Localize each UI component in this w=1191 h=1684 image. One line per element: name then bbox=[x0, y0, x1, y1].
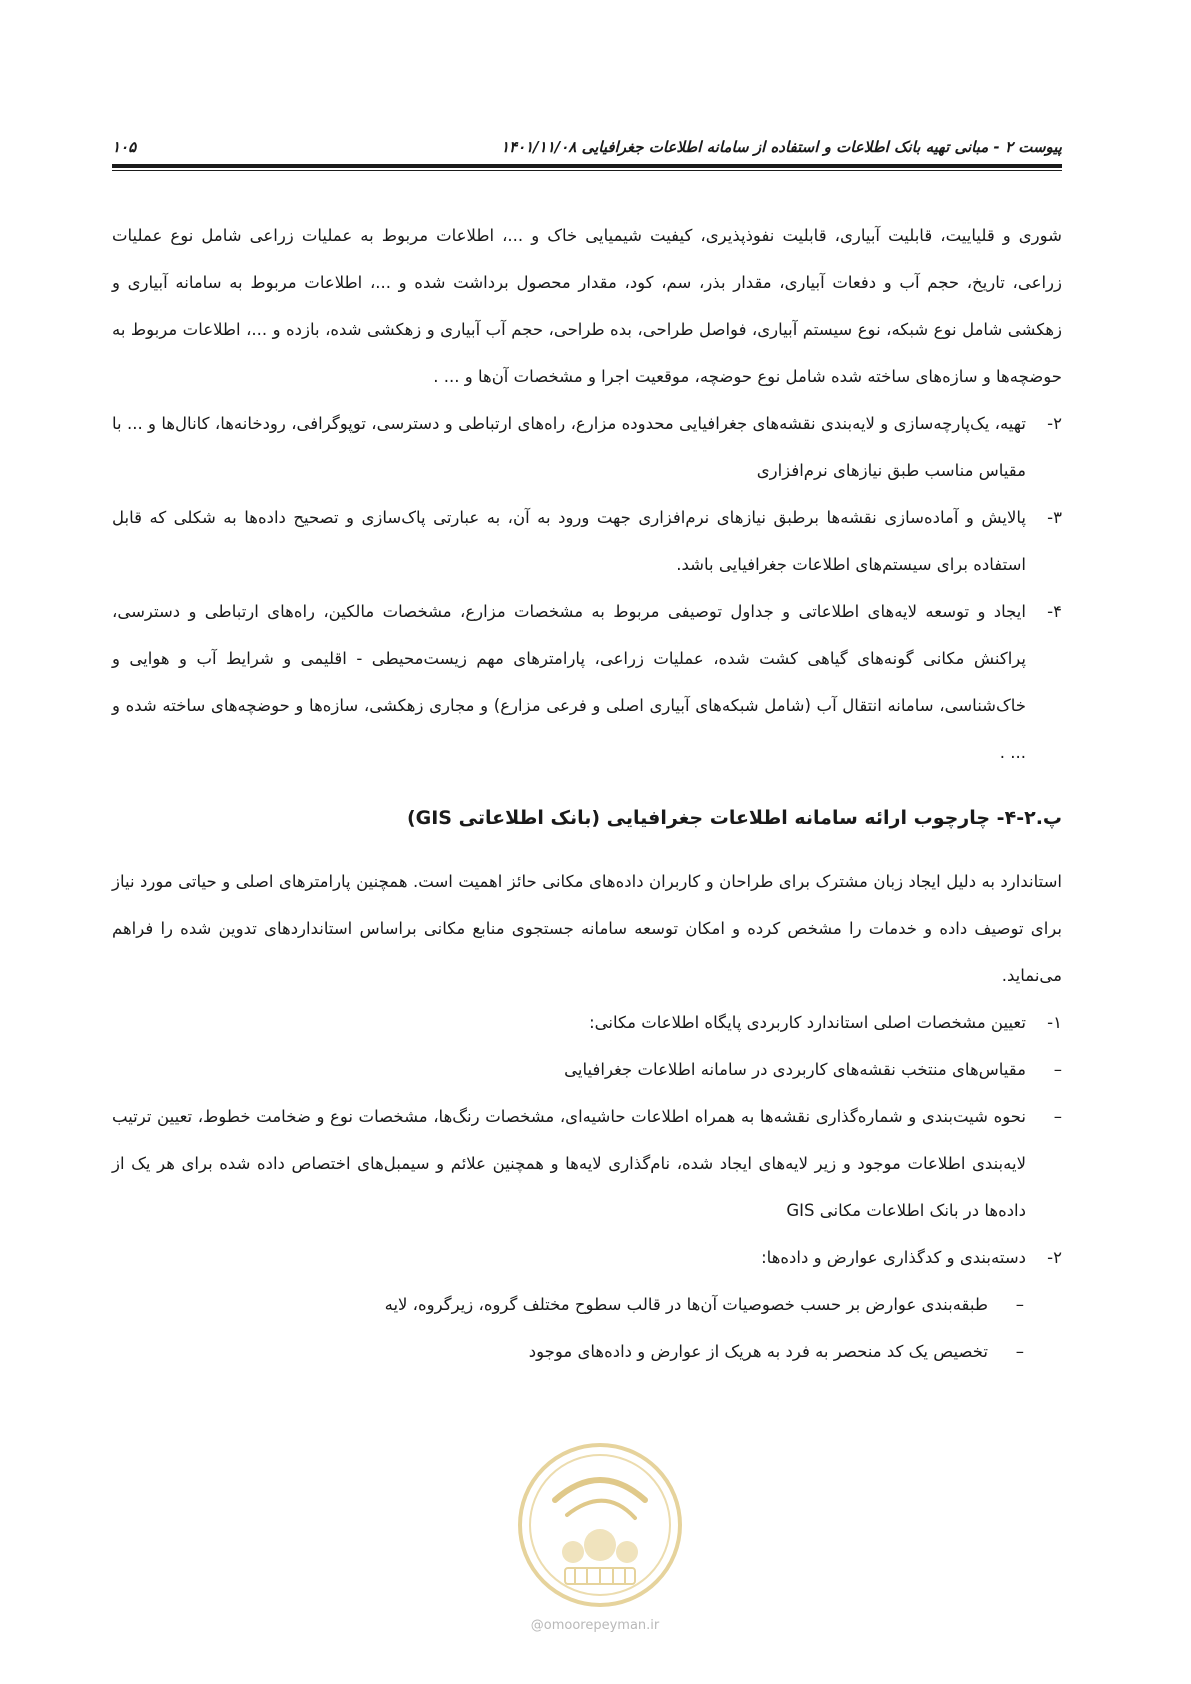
dash-bullet: – bbox=[1053, 1060, 1062, 1079]
item-number: ۴- bbox=[1047, 602, 1062, 621]
page-number: ۱۰۵ bbox=[112, 138, 137, 156]
header-rule-thick bbox=[112, 164, 1062, 168]
page-header bbox=[112, 128, 1062, 156]
item-number: ۲- bbox=[1047, 414, 1062, 433]
item-text: تهیه، یک‌پارچه‌سازی و لایه‌بندی نقشه‌های جغرافیایی محدوده مزارع، راه‌های ارتباطی و دسترسی، توپوگرافی، رودخانه‌ها، کانال‌ها و ... با مقیاس مناسب طبق نیازهای نرم‌افزاری bbox=[112, 414, 1026, 480]
dash-bullet: – bbox=[1015, 1342, 1024, 1361]
item-text: تعیین مشخصات اصلی استاندارد کاربردی پایگاه اطلاعات مکانی: bbox=[589, 1013, 1026, 1032]
page-body bbox=[112, 212, 1062, 1375]
section-paragraph: استاندارد به دلیل ایجاد زبان مشترک برای طراحان و کاربران داده‌های مکانی حائز اهمیت است. همچنین پارامترهای اصلی و حیاتی مورد نیاز برای توصیف داده و خدمات را مشخص کرده و امکان توسعه سامانه جستجوی منابع مکانی براساس استانداردهای تدوین شده را فراهم می‌نماید. bbox=[112, 872, 1062, 985]
item-number: ۳- bbox=[1047, 508, 1062, 527]
bullet-text: تخصیص یک کد منحصر به فرد به هریک از عوارض و داده‌های موجود bbox=[528, 1342, 988, 1361]
item-text: پالایش و آماده‌سازی نقشه‌ها برطبق نیازهای نرم‌افزاری جهت ورود به آن، به عبارتی پاک‌سازی و تصحیح داده‌ها به شکلی که قابل استفاده برای سیستم‌های اطلاعات جغرافیایی باشد. bbox=[112, 508, 1026, 574]
seal-icon bbox=[515, 1440, 685, 1610]
section-heading: پ.۲-۴- چارچوب ارائه سامانه اطلاعات جغرافیایی (بانک اطلاعاتی GIS) bbox=[406, 807, 1062, 829]
watermark-seal-logo bbox=[515, 1440, 685, 1610]
list-item bbox=[112, 588, 1062, 776]
item-number: ۱- bbox=[1047, 1013, 1062, 1032]
dash-bullet: – bbox=[1053, 1107, 1062, 1126]
list-item bbox=[112, 494, 1062, 588]
bullet-item bbox=[112, 1328, 1062, 1375]
list-item bbox=[112, 400, 1062, 494]
bullet-text: مقیاس‌های منتخب نقشه‌های کاربردی در سامانه اطلاعات جغرافیایی bbox=[564, 1060, 1026, 1079]
intro-paragraph: شوری و قلیاییت، قابلیت آبیاری، قابلیت نفوذپذیری، کیفیت شیمیایی خاک و ...، اطلاعات مربوط به عملیات زراعی شامل نوع عملیات زراعی، تاریخ، حجم آب و دفعات آبیاری، مقدار بذر، سم، کود، مقدار محصول برداشت شده و ...، اطلاعات مربوط به سامانه آبیاری و زهکشی شامل نوع شبکه، نوع سیستم آبیاری، فواصل طراحی، بده طراحی، حجم آب آبیاری و زهکشی شده، بازده و ...، اطلاعات مربوط به حوضچه‌ها و سازه‌های ساخته شده شامل نوع حوضچه، موقعیت اجرا و مشخصات آن‌ها و ... . bbox=[112, 226, 1062, 386]
dash-bullet: – bbox=[1015, 1295, 1024, 1314]
item-text: ایجاد و توسعه لایه‌های اطلاعاتی و جداول توصیفی مربوط به مشخصات مزارع، مشخصات مالکین، راه‌های ارتباطی و دسترسی، پراکنش مکانی گونه‌های گیاهی کشت شده، عملیات زراعی، پارامترهای مهم زیست‌محیطی - اقلیمی و شرایط آب و هوایی و خاک‌شناسی، سامانه انتقال آب (شامل شبکه‌های آبیاری اصلی و فرعی مزارع) و مجاری زهکشی، سازه‌ها و حوضچه‌های ساخته شده و ... . bbox=[112, 602, 1026, 762]
header-rule-thin bbox=[112, 170, 1062, 171]
list-item bbox=[112, 1234, 1062, 1281]
bullet-item bbox=[112, 1093, 1062, 1234]
header-title: پیوست ۲ - مبانی تهیه بانک اطلاعات و استفاده از سامانه اطلاعات جغرافیایی ۱۴۰۱/۱۱/۰۸ bbox=[500, 138, 1062, 156]
bullet-item bbox=[112, 1046, 1062, 1093]
item-number: ۲- bbox=[1047, 1248, 1062, 1267]
item-text: دسته‌بندی و کدگذاری عوارض و داده‌ها: bbox=[761, 1248, 1026, 1267]
list-item bbox=[112, 999, 1062, 1046]
bullet-text: طبقه‌بندی عوارض بر حسب خصوصیات آن‌ها در قالب سطوح مختلف گروه، زیرگروه، لایه bbox=[384, 1295, 988, 1314]
bullet-text: نحوه شیت‌بندی و شماره‌گذاری نقشه‌ها به همراه اطلاعات حاشیه‌ای، مشخصات رنگ‌ها، مشخصات نوع و ضخامت خطوط، تعیین ترتیب لایه‌بندی اطلاعات موجود و زیر لایه‌های ایجاد شده، نام‌گذاری لایه‌ها و همچنین علائم و سیمبل‌های اختصاص داده شده برای هر یک از داده‌ها در بانک اطلاعات مکانی GIS bbox=[112, 1107, 1026, 1220]
watermark-url: @omoorepeyman.ir bbox=[530, 1618, 660, 1633]
bullet-item bbox=[112, 1281, 1062, 1328]
